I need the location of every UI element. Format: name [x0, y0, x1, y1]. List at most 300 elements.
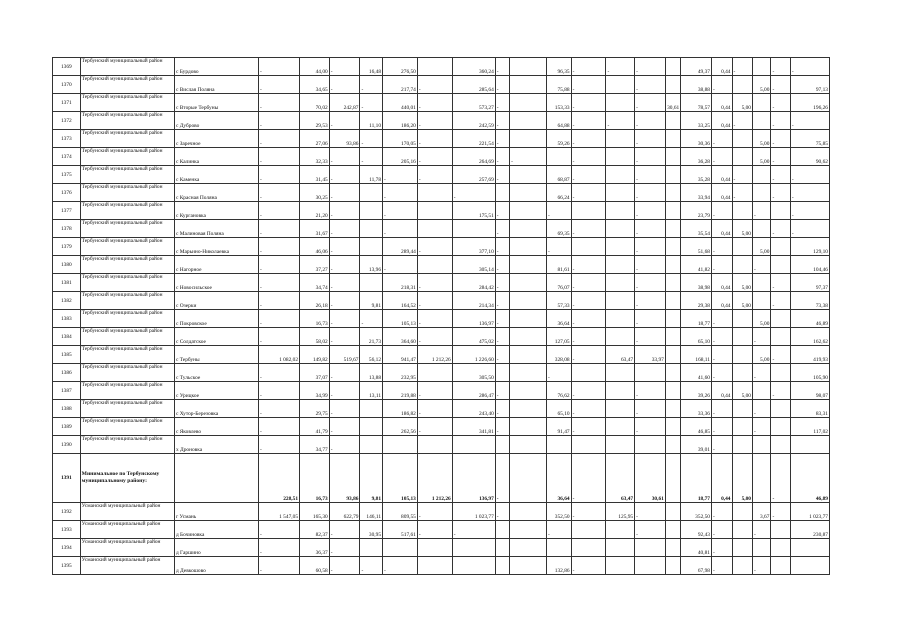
value-cell: 352,50: [681, 503, 712, 521]
value-cell: [360, 202, 383, 220]
value-cell: [771, 310, 790, 328]
value-cell: -: [571, 382, 606, 400]
value-cell: -: [329, 539, 360, 557]
value-cell: -: [360, 76, 383, 94]
value-cell: 3,67: [753, 503, 771, 521]
value-cell: -: [771, 58, 790, 76]
settlement-name: с Солдатское: [174, 328, 258, 346]
value-cell: [606, 436, 635, 454]
settlement-name: с Марьино-Николаевка: [174, 238, 258, 256]
value-cell: 57,33: [547, 292, 572, 310]
district-name: Тербунский муниципальный район: [80, 238, 174, 256]
value-cell: 264,69: [452, 148, 495, 166]
value-cell: -: [495, 112, 509, 130]
value-cell: -: [771, 382, 790, 400]
table-body: [53, 58, 830, 575]
value-cell: -: [571, 310, 606, 328]
value-cell: -: [753, 400, 771, 418]
value-cell: [383, 539, 418, 557]
value-cell: -: [753, 328, 771, 346]
table-row: [53, 521, 830, 539]
value-cell: 98,07: [790, 382, 829, 400]
value-cell: -: [417, 310, 452, 328]
value-cell: [510, 418, 547, 436]
row-number: 1374: [53, 148, 81, 166]
value-cell: [510, 436, 547, 454]
value-cell: [510, 292, 547, 310]
row-number: 1377: [53, 202, 81, 220]
value-cell: 41,60: [681, 364, 712, 382]
table-row: [53, 292, 830, 310]
value-cell: 230,87: [790, 521, 829, 539]
value-cell: [510, 94, 547, 112]
value-cell: 31,67: [300, 220, 330, 238]
value-cell: -: [329, 382, 360, 400]
value-cell: -: [259, 220, 300, 238]
spreadsheet-page: [52, 57, 830, 575]
value-cell: 136,97: [452, 454, 495, 503]
value-cell: -: [329, 238, 360, 256]
value-cell: 475,02: [452, 328, 495, 346]
value-cell: [665, 130, 680, 148]
value-cell: -: [329, 436, 360, 454]
value-cell: 0,44: [712, 58, 733, 76]
value-cell: 341,81: [452, 418, 495, 436]
value-cell: -: [712, 503, 733, 521]
value-cell: 51,68: [681, 238, 712, 256]
value-cell: -: [571, 94, 606, 112]
value-cell: 69,35: [547, 220, 572, 238]
value-cell: -: [712, 130, 733, 148]
value-cell: [732, 148, 753, 166]
value-cell: 36,64: [547, 310, 572, 328]
value-cell: -: [571, 292, 606, 310]
value-cell: -: [606, 112, 635, 130]
settlement-name: с Нагорное: [174, 256, 258, 274]
settlement-name: с Хутор-Березовка: [174, 400, 258, 418]
value-cell: -: [495, 256, 509, 274]
value-cell: 285,64: [452, 76, 495, 94]
value-cell: -: [383, 220, 418, 238]
value-cell: 105,90: [790, 364, 829, 382]
value-cell: 30,36: [681, 130, 712, 148]
value-cell: 36,28: [681, 148, 712, 166]
value-cell: 364,60: [383, 328, 418, 346]
value-cell: [665, 148, 680, 166]
district-name: Тербунский муниципальный район: [80, 184, 174, 202]
value-cell: 60,58: [300, 557, 330, 575]
value-cell: [771, 521, 790, 539]
value-cell: 170,05: [383, 130, 418, 148]
value-cell: [360, 436, 383, 454]
value-cell: -: [259, 166, 300, 184]
value-cell: 39,26: [681, 382, 712, 400]
value-cell: [635, 364, 666, 382]
value-cell: 92,43: [681, 521, 712, 539]
settlement-name: с Озерки: [174, 292, 258, 310]
value-cell: [665, 436, 680, 454]
value-cell: 75,85: [790, 130, 829, 148]
row-number: 1384: [53, 328, 81, 346]
value-cell: -: [329, 112, 360, 130]
row-number: 1373: [53, 130, 81, 148]
value-cell: [732, 76, 753, 94]
value-cell: -: [635, 310, 666, 328]
value-cell: -: [259, 112, 300, 130]
value-cell: [510, 112, 547, 130]
settlement-name: с Урицкое: [174, 382, 258, 400]
value-cell: -: [571, 328, 606, 346]
value-cell: -: [495, 400, 509, 418]
value-cell: [547, 436, 572, 454]
settlement-name: с Дуброво: [174, 112, 258, 130]
settlement-name: с Вислая Поляна: [174, 76, 258, 94]
value-cell: 622,79: [329, 503, 360, 521]
settlement-name: д Гаршино: [174, 539, 258, 557]
value-cell: 1 023,77: [790, 503, 829, 521]
row-number: 1387: [53, 382, 81, 400]
table-row: [53, 436, 830, 454]
value-cell: 221,54: [452, 130, 495, 148]
value-cell: -: [712, 521, 733, 539]
value-cell: [665, 166, 680, 184]
table-row: [53, 382, 830, 400]
value-cell: 46,06: [300, 238, 330, 256]
value-cell: 59,26: [547, 130, 572, 148]
value-cell: 35,54: [681, 220, 712, 238]
value-cell: -: [495, 94, 509, 112]
value-cell: [547, 148, 572, 166]
value-cell: [606, 292, 635, 310]
value-cell: -: [259, 256, 300, 274]
settlement-name: с Новосильское: [174, 274, 258, 292]
value-cell: 232,95: [383, 364, 418, 382]
value-cell: -: [329, 220, 360, 238]
value-cell: -: [547, 364, 572, 382]
district-name: Тербунский муниципальный район: [80, 418, 174, 436]
value-cell: [571, 202, 606, 220]
district-name: Тербунский муниципальный район: [80, 274, 174, 292]
value-cell: -: [790, 184, 829, 202]
district-name: Тербунский муниципальный район: [80, 94, 174, 112]
value-cell: -: [771, 112, 790, 130]
value-cell: [771, 364, 790, 382]
value-cell: [753, 382, 771, 400]
value-cell: [606, 400, 635, 418]
value-cell: 125,95: [606, 503, 635, 521]
value-cell: -: [360, 310, 383, 328]
value-cell: -: [259, 130, 300, 148]
value-cell: -: [712, 364, 733, 382]
value-cell: -: [635, 202, 666, 220]
value-cell: 186,20: [383, 112, 418, 130]
value-cell: -: [417, 130, 452, 148]
value-cell: -: [571, 220, 606, 238]
row-number: 1389: [53, 418, 81, 436]
settlement-name: с Калинка: [174, 148, 258, 166]
value-cell: 26,18: [300, 292, 330, 310]
district-name: Тербунский муниципальный район: [80, 130, 174, 148]
value-cell: -: [571, 130, 606, 148]
value-cell: 262,56: [383, 418, 418, 436]
value-cell: [495, 436, 509, 454]
value-cell: [452, 539, 495, 557]
value-cell: [753, 166, 771, 184]
value-cell: 153,33: [547, 94, 572, 112]
value-cell: [732, 539, 753, 557]
value-cell: -: [329, 76, 360, 94]
value-cell: 941,47: [383, 346, 418, 364]
table-row: [53, 328, 830, 346]
value-cell: 1 212,26: [417, 346, 452, 364]
table-row: [53, 148, 830, 166]
value-cell: 33,94: [681, 184, 712, 202]
value-cell: [510, 400, 547, 418]
value-cell: 31,45: [300, 166, 330, 184]
value-cell: -: [790, 112, 829, 130]
value-cell: -: [495, 503, 509, 521]
district-name: Тербунский муниципальный район: [80, 328, 174, 346]
value-cell: 16,73: [300, 310, 330, 328]
value-cell: -: [790, 202, 829, 220]
value-cell: -: [571, 256, 606, 274]
value-cell: 56,12: [360, 346, 383, 364]
value-cell: [510, 503, 547, 521]
value-cell: -: [417, 503, 452, 521]
value-cell: [771, 256, 790, 274]
table-row: [53, 58, 830, 76]
table-row: [53, 166, 830, 184]
value-cell: 1 023,77: [452, 503, 495, 521]
row-number: 1391: [53, 454, 81, 503]
value-cell: 18,77: [681, 454, 712, 503]
table-row: [53, 503, 830, 521]
value-cell: [665, 454, 680, 503]
value-cell: [606, 274, 635, 292]
district-name: Усманский муниципальный район: [80, 539, 174, 557]
value-cell: 0,44: [712, 112, 733, 130]
value-cell: 5,00: [732, 382, 753, 400]
row-number: 1371: [53, 94, 81, 112]
value-cell: 81,61: [547, 256, 572, 274]
row-number: 1376: [53, 184, 81, 202]
value-cell: [665, 503, 680, 521]
value-cell: -: [732, 112, 753, 130]
value-cell: 83,31: [790, 400, 829, 418]
value-cell: 41,79: [300, 418, 330, 436]
value-cell: 21,20: [300, 202, 330, 220]
value-cell: 23,79: [681, 202, 712, 220]
value-cell: -: [495, 220, 509, 238]
value-cell: -: [771, 292, 790, 310]
district-name: Тербунский муниципальный район: [80, 310, 174, 328]
value-cell: -: [417, 382, 452, 400]
value-cell: -: [771, 346, 790, 364]
value-cell: [510, 58, 547, 76]
value-cell: 34,65: [300, 76, 330, 94]
value-cell: 37,27: [300, 256, 330, 274]
value-cell: [360, 418, 383, 436]
value-cell: [510, 130, 547, 148]
value-cell: [771, 436, 790, 454]
value-cell: [510, 521, 547, 539]
value-cell: [510, 310, 547, 328]
value-cell: -: [417, 166, 452, 184]
value-cell: -: [635, 130, 666, 148]
value-cell: 205,16: [383, 148, 418, 166]
value-cell: [732, 238, 753, 256]
value-cell: 29,75: [300, 400, 330, 418]
row-number: 1395: [53, 557, 81, 575]
district-name: Тербунский муниципальный район: [80, 256, 174, 274]
value-cell: [360, 220, 383, 238]
value-cell: 1 226,60: [452, 346, 495, 364]
value-cell: -: [259, 76, 300, 94]
value-cell: [635, 557, 666, 575]
value-cell: [665, 184, 680, 202]
value-cell: 146,11: [360, 503, 383, 521]
value-cell: 29,38: [681, 292, 712, 310]
value-cell: 217,74: [383, 76, 418, 94]
district-name: Тербунский муниципальный район: [80, 76, 174, 94]
value-cell: [771, 400, 790, 418]
value-cell: [495, 364, 509, 382]
district-name: Минимальное по Тербунскому муниципальному району:: [80, 454, 174, 503]
value-cell: -: [571, 112, 606, 130]
value-cell: -: [259, 418, 300, 436]
value-cell: 13,11: [360, 382, 383, 400]
value-cell: [452, 436, 495, 454]
value-cell: [417, 202, 452, 220]
value-cell: -: [259, 148, 300, 166]
value-cell: -: [259, 382, 300, 400]
value-cell: [571, 539, 606, 557]
value-cell: -: [635, 328, 666, 346]
value-cell: -: [360, 130, 383, 148]
value-cell: -: [606, 58, 635, 76]
value-cell: 352,50: [547, 503, 572, 521]
value-cell: 46,85: [681, 418, 712, 436]
district-name: Усманский муниципальный район: [80, 503, 174, 521]
value-cell: 276,50: [383, 58, 418, 76]
settlement-name: с Красная Поляна: [174, 184, 258, 202]
value-cell: [606, 310, 635, 328]
value-cell: -: [329, 292, 360, 310]
value-cell: [606, 328, 635, 346]
row-number: 1393: [53, 521, 81, 539]
value-cell: -: [495, 76, 509, 94]
value-cell: [771, 202, 790, 220]
value-cell: 33,97: [635, 346, 666, 364]
value-cell: [606, 148, 635, 166]
district-name: Тербунский муниципальный район: [80, 220, 174, 238]
value-cell: [665, 58, 680, 76]
table-row: [53, 400, 830, 418]
value-cell: -: [771, 148, 790, 166]
value-cell: [360, 539, 383, 557]
value-cell: 0,44: [712, 292, 733, 310]
value-cell: 257,69: [452, 166, 495, 184]
row-number: 1380: [53, 256, 81, 274]
value-cell: -: [329, 364, 360, 382]
value-cell: [510, 256, 547, 274]
value-cell: -: [259, 94, 300, 112]
value-cell: 90,62: [790, 148, 829, 166]
value-cell: [417, 539, 452, 557]
value-cell: -: [712, 418, 733, 436]
value-cell: -: [417, 112, 452, 130]
value-cell: -: [259, 364, 300, 382]
value-cell: 30,25: [300, 184, 330, 202]
value-cell: -: [771, 220, 790, 238]
value-cell: 573,27: [452, 94, 495, 112]
value-cell: -: [790, 166, 829, 184]
value-cell: [753, 292, 771, 310]
value-cell: [606, 256, 635, 274]
settlement-name: с Яковлево: [174, 418, 258, 436]
value-cell: [732, 256, 753, 274]
value-cell: [665, 364, 680, 382]
value-cell: -: [510, 148, 547, 166]
value-cell: [665, 292, 680, 310]
value-cell: [732, 364, 753, 382]
settlement-name: с Заречное: [174, 130, 258, 148]
value-cell: [606, 220, 635, 238]
row-number: 1372: [53, 112, 81, 130]
value-cell: 44,00: [300, 58, 330, 76]
value-cell: -: [417, 94, 452, 112]
value-cell: [665, 418, 680, 436]
value-cell: [417, 436, 452, 454]
value-cell: 0,44: [712, 220, 733, 238]
value-cell: -: [712, 539, 733, 557]
value-cell: 46,89: [790, 454, 829, 503]
value-cell: 9,81: [360, 292, 383, 310]
value-cell: -: [635, 292, 666, 310]
value-cell: -: [635, 503, 666, 521]
value-cell: 440,01: [383, 94, 418, 112]
value-cell: 37,07: [300, 364, 330, 382]
value-cell: 49,37: [681, 58, 712, 76]
value-cell: [510, 328, 547, 346]
value-cell: -: [259, 292, 300, 310]
value-cell: -: [712, 328, 733, 346]
value-cell: [606, 166, 635, 184]
value-cell: [606, 382, 635, 400]
value-cell: 0,44: [712, 274, 733, 292]
value-cell: [753, 94, 771, 112]
value-cell: 286,47: [452, 382, 495, 400]
settlement-name: г Усмань: [174, 503, 258, 521]
row-number: 1382: [53, 292, 81, 310]
value-cell: 519,67: [329, 346, 360, 364]
value-cell: 38,88: [681, 76, 712, 94]
value-cell: -: [329, 400, 360, 418]
value-cell: 36,64: [547, 454, 572, 503]
value-cell: 67,98: [681, 557, 712, 575]
value-cell: [753, 274, 771, 292]
value-cell: 58,02: [300, 328, 330, 346]
value-cell: 40,81: [681, 539, 712, 557]
value-cell: [571, 364, 606, 382]
value-cell: -: [495, 274, 509, 292]
value-cell: [606, 94, 635, 112]
value-cell: [417, 58, 452, 76]
value-cell: 228,51: [259, 454, 300, 503]
value-cell: 289,44: [383, 238, 418, 256]
value-cell: -: [329, 166, 360, 184]
value-cell: -: [571, 503, 606, 521]
